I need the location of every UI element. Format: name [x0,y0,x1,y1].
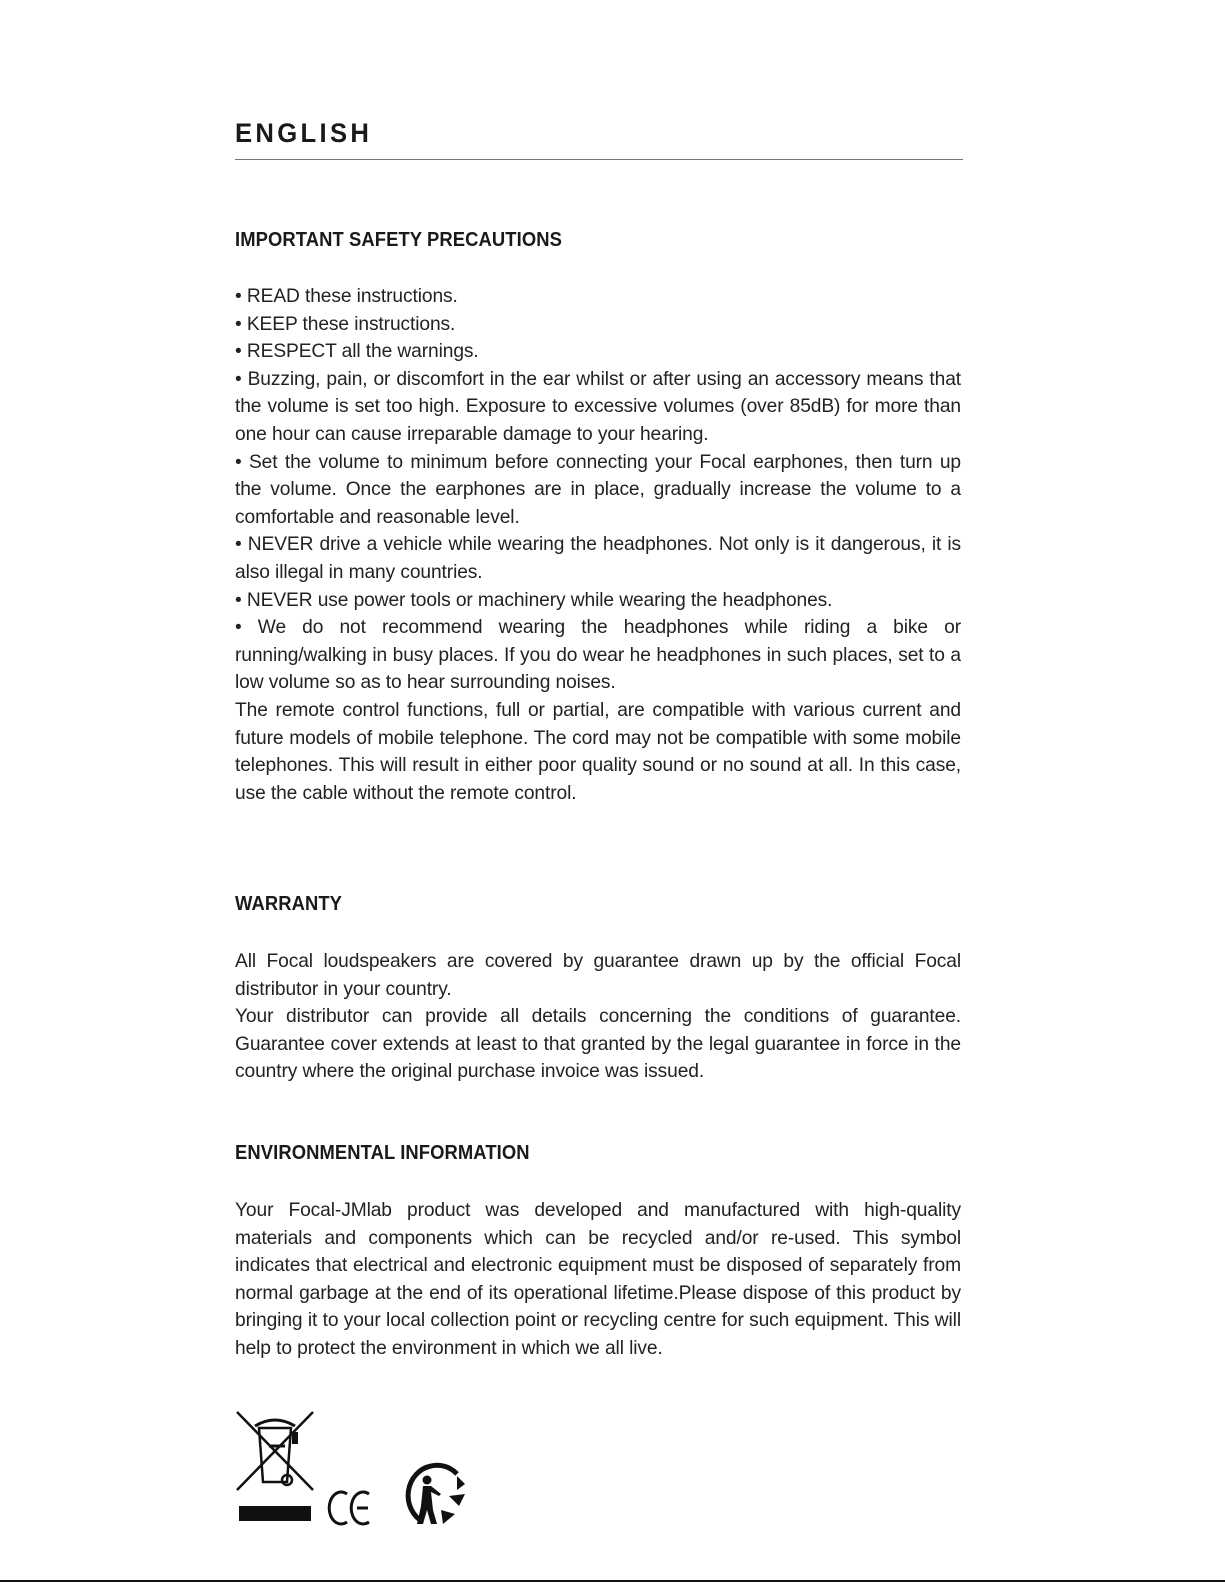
weee-crossed-bin-icon [237,1412,313,1521]
title-divider [235,159,963,160]
section-heading-environmental: ENVIRONMENTAL INFORMATION [235,1142,530,1164]
warranty-paragraph: Your distributor can provide all details concerning the conditions of guarantee. Guarantee cover extends at least to that granted by the legal guarantee in force in the country where the original purchase invoice was issued. [235,1006,961,1083]
environmental-paragraph: Your Focal-JMlab product was developed and manufactured with high-quality materials and components which can be recycled and/or re-used. This symbol indicates that electrical and electronic equipment must be disposed of separately from normal garbage at the end of its operational lifetime.Please dispose of this product by bringing it to your local collection point or recycling centre for such equipment. This will help to protect the environment in which we all live. [235,1200,961,1359]
safety-item: • KEEP these instructions. [235,311,961,339]
safety-item: • We do not recommend wearing the headphones while riding a bike or running/walking in busy places. If you do wear he headphones in such places, set to a low volume so as to hear surrounding noises. [235,614,961,697]
safety-item: • Buzzing, pain, or discomfort in the ear whilst or after using an accessory means that the volume is set too high. Exposure to excessive volumes (over 85dB) for more than one hour can cause irreparable damage to your hearing. [235,366,961,449]
page-bottom-edge [0,1580,1225,1582]
safety-item: • NEVER drive a vehicle while wearing the headphones. Not only is it dangerous, it is also illegal in many countries. [235,531,961,586]
safety-item: • RESPECT all the warnings. [235,338,961,366]
safety-item: • READ these instructions. [235,283,961,311]
safety-precautions-text [235,283,961,807]
language-title: ENGLISH [235,118,373,148]
triman-recycling-icon [408,1465,465,1524]
ce-mark-icon [329,1492,369,1524]
warranty-paragraph: All Focal loudspeakers are covered by guarantee drawn up by the official Focal distributor in your country. [235,951,961,1000]
remote-control-note: The remote control functions, full or partial, are compatible with various current and future models of mobile telephone. The cord may not be compatible with some mobile telephones. This will result in either poor quality sound or no sound at all. In this case, use the cable without the remote control. [235,699,961,804]
compliance-symbols [235,1410,495,1535]
warranty-text [235,948,961,1086]
environmental-text [235,1197,961,1363]
section-heading-safety: IMPORTANT SAFETY PRECAUTIONS [235,229,562,251]
safety-item: • NEVER use power tools or machinery while wearing the headphones. [235,587,961,615]
safety-item: • Set the volume to minimum before connecting your Focal earphones, then turn up the volume. Once the earphones are in place, gradually increase the volume to a comfortable and reasonable level. [235,449,961,532]
section-heading-warranty: WARRANTY [235,893,343,915]
